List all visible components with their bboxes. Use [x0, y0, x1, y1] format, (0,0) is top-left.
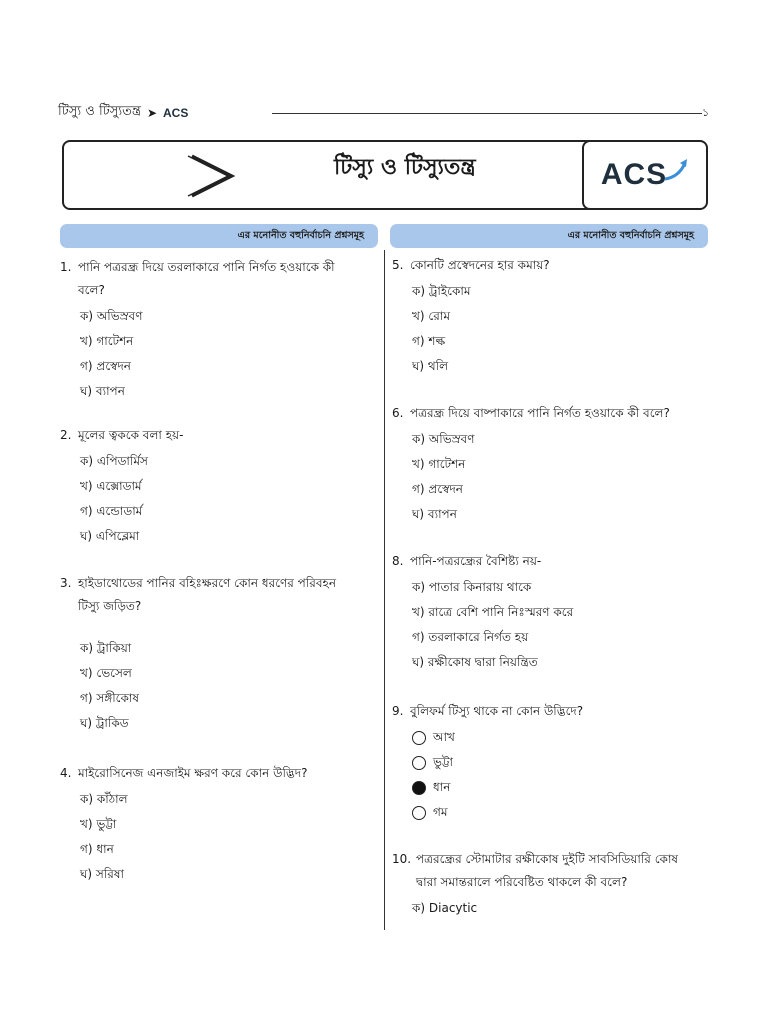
- radio-button[interactable]: [412, 756, 426, 770]
- radio-option[interactable]: [392, 725, 702, 750]
- option-label: ভুট্টা: [433, 755, 453, 769]
- option: গ) প্রস্বেদন: [80, 359, 131, 373]
- logo-text: ACS: [600, 158, 668, 191]
- option: ক) অভিস্রবণ: [412, 432, 475, 446]
- option: ঘ) ব্যাপন: [412, 507, 457, 521]
- option: ক) কাঁঠাল: [80, 792, 128, 806]
- question-number: 3.: [60, 576, 72, 590]
- question-text: পত্ররন্ধ্রের স্টোমাটার রক্ষীকোষ দুইটি সাবসিডিয়ারি কোষ: [416, 852, 679, 866]
- question-number: 9.: [392, 704, 404, 718]
- radio-option[interactable]: [392, 800, 702, 825]
- header-rule: [272, 113, 702, 114]
- question-2: [60, 424, 360, 549]
- radio-button[interactable]: [412, 731, 426, 745]
- page-title: টিস্যু ও টিস্যুতন্ত্র: [334, 155, 476, 180]
- question-number: 2.: [60, 428, 72, 442]
- option-label: গম: [433, 805, 448, 819]
- question-text: পানি পত্ররন্ধ্র দিয়ে তরলাকারে পানি নির্গত হওয়াকে কী: [78, 260, 335, 274]
- option-label: আখ: [433, 730, 455, 744]
- question-number: 1.: [60, 260, 72, 274]
- radio-button[interactable]: [412, 806, 426, 820]
- page-number: ১: [702, 106, 710, 119]
- question-text: বলে?: [78, 283, 105, 297]
- option: খ) গাটেশন: [412, 457, 466, 471]
- option: ক) ট্রাকিয়া: [80, 641, 132, 655]
- option: ক) পাতার কিনারায় থাকে: [412, 580, 532, 594]
- option: ঘ) ট্রাকিড: [80, 716, 129, 730]
- question-text: বুলিফর্ম টিস্যু থাকে না কোন উদ্ভিদে?: [410, 704, 584, 718]
- question-3: [60, 572, 360, 736]
- option: খ) ভেসেল: [80, 666, 132, 680]
- question-number: 6.: [392, 406, 404, 420]
- option: গ) এন্ডোডার্ম: [80, 504, 143, 518]
- option-label: ধান: [433, 780, 451, 794]
- breadcrumb-chapter: টিস্যু ও টিস্যুতন্ত্র: [58, 104, 141, 119]
- option: খ) গাটেশন: [80, 334, 134, 348]
- question-9: [392, 700, 702, 825]
- question-number: 4.: [60, 766, 72, 780]
- column-divider: [384, 250, 385, 930]
- option: ক) Diacytic: [412, 901, 478, 915]
- option: ঘ) ব্যাপন: [80, 384, 125, 398]
- breadcrumb-brand: ACS: [163, 105, 189, 120]
- right-column-header: এর মনোনীত বহুনির্বাচনি প্রশ্নসমূহ: [390, 224, 708, 248]
- radio-option[interactable]: [392, 775, 702, 800]
- question-text: হাইডাথোডের পানির বহিঃক্ষরণে কোন ধরণের পরিবহন: [78, 576, 337, 590]
- option: খ) ভুট্টা: [80, 817, 117, 831]
- option: গ) তরলাকারে নির্গত হয়: [412, 630, 529, 644]
- radio-button-selected[interactable]: [412, 781, 426, 795]
- question-5: [392, 254, 702, 379]
- question-text: মাইরোসিনেজ এনজাইম ক্ষরণ করে কোন উদ্ভিদ?: [78, 766, 308, 780]
- option: গ) সঙ্গীকোষ: [80, 691, 139, 705]
- swoosh-arrow-icon: [663, 157, 689, 183]
- question-text: মূলের ত্বককে বলা হয়-: [78, 428, 184, 442]
- question-text: টিস্যু জড়িত?: [78, 599, 142, 613]
- option: ঘ) সরিষা: [80, 867, 124, 881]
- option: ক) এপিডার্মিস: [80, 454, 148, 468]
- question-10: [392, 848, 710, 921]
- option: গ) প্রস্বেদন: [412, 482, 463, 496]
- option: গ) শল্ক: [412, 334, 446, 348]
- option: খ) এক্সোডার্ম: [80, 479, 142, 493]
- chevron-right-icon: [186, 152, 242, 200]
- question-number: 10.: [392, 852, 412, 866]
- option: খ) রাত্রে বেশি পানি নিঃস্মরণ করে: [412, 605, 574, 619]
- question-number: 8.: [392, 554, 404, 568]
- radio-option[interactable]: [392, 750, 702, 775]
- title-banner: [62, 140, 706, 210]
- option: ক) ট্রাইকোম: [412, 284, 471, 298]
- option: খ) রোম: [412, 309, 450, 323]
- option: ক) অভিস্রবণ: [80, 309, 143, 323]
- question-number: 5.: [392, 258, 404, 272]
- left-column-header: এর মনোনীত বহুনির্বাচনি প্রশ্নসমূহ: [60, 224, 378, 248]
- question-6: [392, 402, 702, 527]
- option: ঘ) এপিব্লেমা: [80, 529, 140, 543]
- question-text: কোনটি প্রস্বেদনের হার কমায়?: [410, 258, 550, 272]
- question-text: পত্ররন্ধ্র দিয়ে বাষ্পাকারে পানি নির্গত হওয়াকে কী বলে?: [410, 406, 670, 420]
- question-text: পানি-পত্ররন্ধ্রের বৈশিষ্ট্য নয়-: [410, 554, 542, 568]
- option: ঘ) থলি: [412, 359, 449, 373]
- breadcrumb: [58, 102, 188, 123]
- arrow-right-icon: ➤: [146, 105, 157, 120]
- option: ঘ) রক্ষীকোষ দ্বারা নিয়ন্ত্রিত: [412, 655, 538, 669]
- question-1: [60, 256, 360, 404]
- acs-logo: [582, 140, 708, 210]
- option: গ) ধান: [80, 842, 114, 856]
- question-8: [392, 550, 702, 675]
- question-4: [60, 762, 360, 887]
- question-text: দ্বারা সমান্তরালে পরিবেষ্টিত থাকলে কী বলে?: [416, 875, 628, 889]
